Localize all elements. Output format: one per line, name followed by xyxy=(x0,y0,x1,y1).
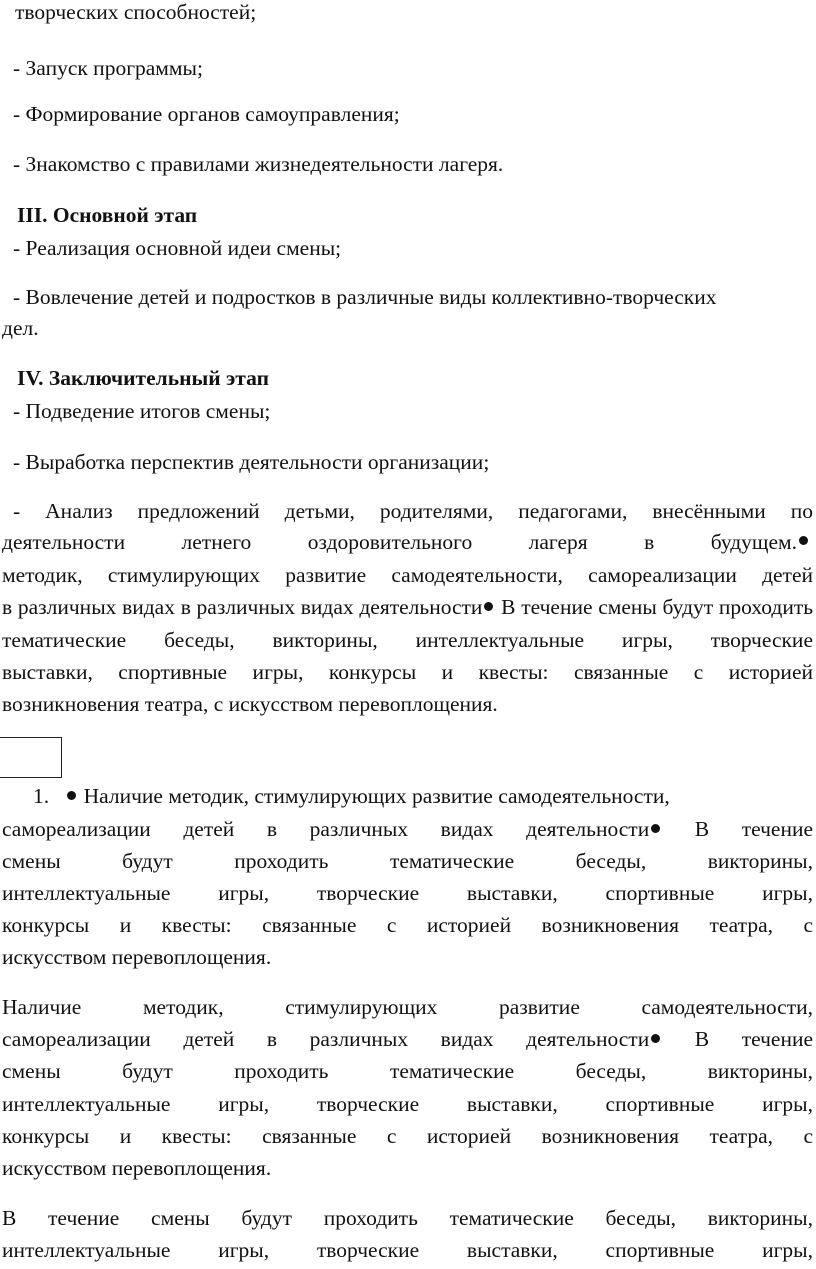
list-item-1: 1. Наличие методик, стимулирующих развитие самодеятельности, xyxy=(33,784,670,808)
para3-line-b: интеллектуальные игры, творческие выставки, спортивные игры, xyxy=(2,1238,813,1262)
stage3-line-1: - Реализация основной идеи смены; xyxy=(13,236,342,260)
intro-line-1: творческих способностей; xyxy=(15,0,257,24)
stage4-line-1: - Подведение итогов смены; xyxy=(13,399,271,423)
stage4-para-line-f: выставки, спортивные игры, конкурсы и квесты: связанные с историей xyxy=(2,660,813,684)
para2-line-e: конкурсы и квесты: связанные с историей возникновения театра, с xyxy=(2,1124,813,1148)
stage4-heading: IV. Заключительный этап xyxy=(17,366,269,390)
empty-frame xyxy=(0,737,62,778)
stage4-line-2: - Выработка перспектив деятельности организации; xyxy=(13,450,490,474)
stage3-heading: III. Основной этап xyxy=(17,203,198,227)
para2-line-b: самореализации детей в различных видах деятельности В течение xyxy=(2,1027,814,1051)
stage3-line-2a: - Вовлечение детей и подростков в различные виды коллективно-творческих xyxy=(13,285,717,309)
list1-line-b: самореализации детей в различных видах деятельности В течение xyxy=(2,817,814,841)
list1-line-f: искусством перевоплощения. xyxy=(2,945,272,969)
stage4-para-line-c: методик, стимулирующих развитие самодеятельности, самореализации детей xyxy=(2,563,813,587)
para2-line-d: интеллектуальные игры, творческие выставки, спортивные игры, xyxy=(2,1092,813,1116)
list1-line-c: смены будут проходить тематические беседы, викторины, xyxy=(2,849,813,873)
para2-line-a: Наличие методик, стимулирующих развитие самодеятельности, xyxy=(2,995,813,1019)
stage4-para-line-e: тематические беседы, викторины, интеллектуальные игры, творческие xyxy=(2,628,813,652)
para3-line-a: В течение смены будут проходить тематические беседы, викторины, xyxy=(2,1206,813,1230)
intro-line-4: - Знакомство с правилами жизнедеятельности лагеря. xyxy=(13,152,504,176)
para2-line-c: смены будут проходить тематические беседы, викторины, xyxy=(2,1059,813,1083)
stage4-para-line-d: в различных видах в различных видах деятельности В течение смены будут проходить xyxy=(2,595,814,619)
bullet-icon xyxy=(799,536,808,545)
intro-line-3: - Формирование органов самоуправления; xyxy=(13,102,400,126)
stage4-para-line-b: деятельности летнего оздоровительного лагеря в будущем. xyxy=(2,530,797,554)
bullet-icon xyxy=(651,1034,660,1043)
list1-line-d: интеллектуальные игры, творческие выставки, спортивные игры, xyxy=(2,881,813,905)
list-number: 1. xyxy=(33,784,50,808)
list1-line-e: конкурсы и квесты: связанные с историей возникновения театра, с xyxy=(2,913,813,937)
stage4-para-line-a: - Анализ предложений детьми, родителями, педагогами, внесёнными по xyxy=(13,499,813,523)
stage4-para-line-g: возникновения театра, с искусством перевоплощения. xyxy=(2,692,498,716)
bullet-icon xyxy=(651,824,660,833)
bullet-icon xyxy=(67,791,76,800)
para2-line-f: искусством перевоплощения. xyxy=(2,1156,272,1180)
stage3-line-2b: дел. xyxy=(2,316,39,340)
bullet-icon xyxy=(484,602,493,611)
intro-line-2: - Запуск программы; xyxy=(13,56,203,80)
